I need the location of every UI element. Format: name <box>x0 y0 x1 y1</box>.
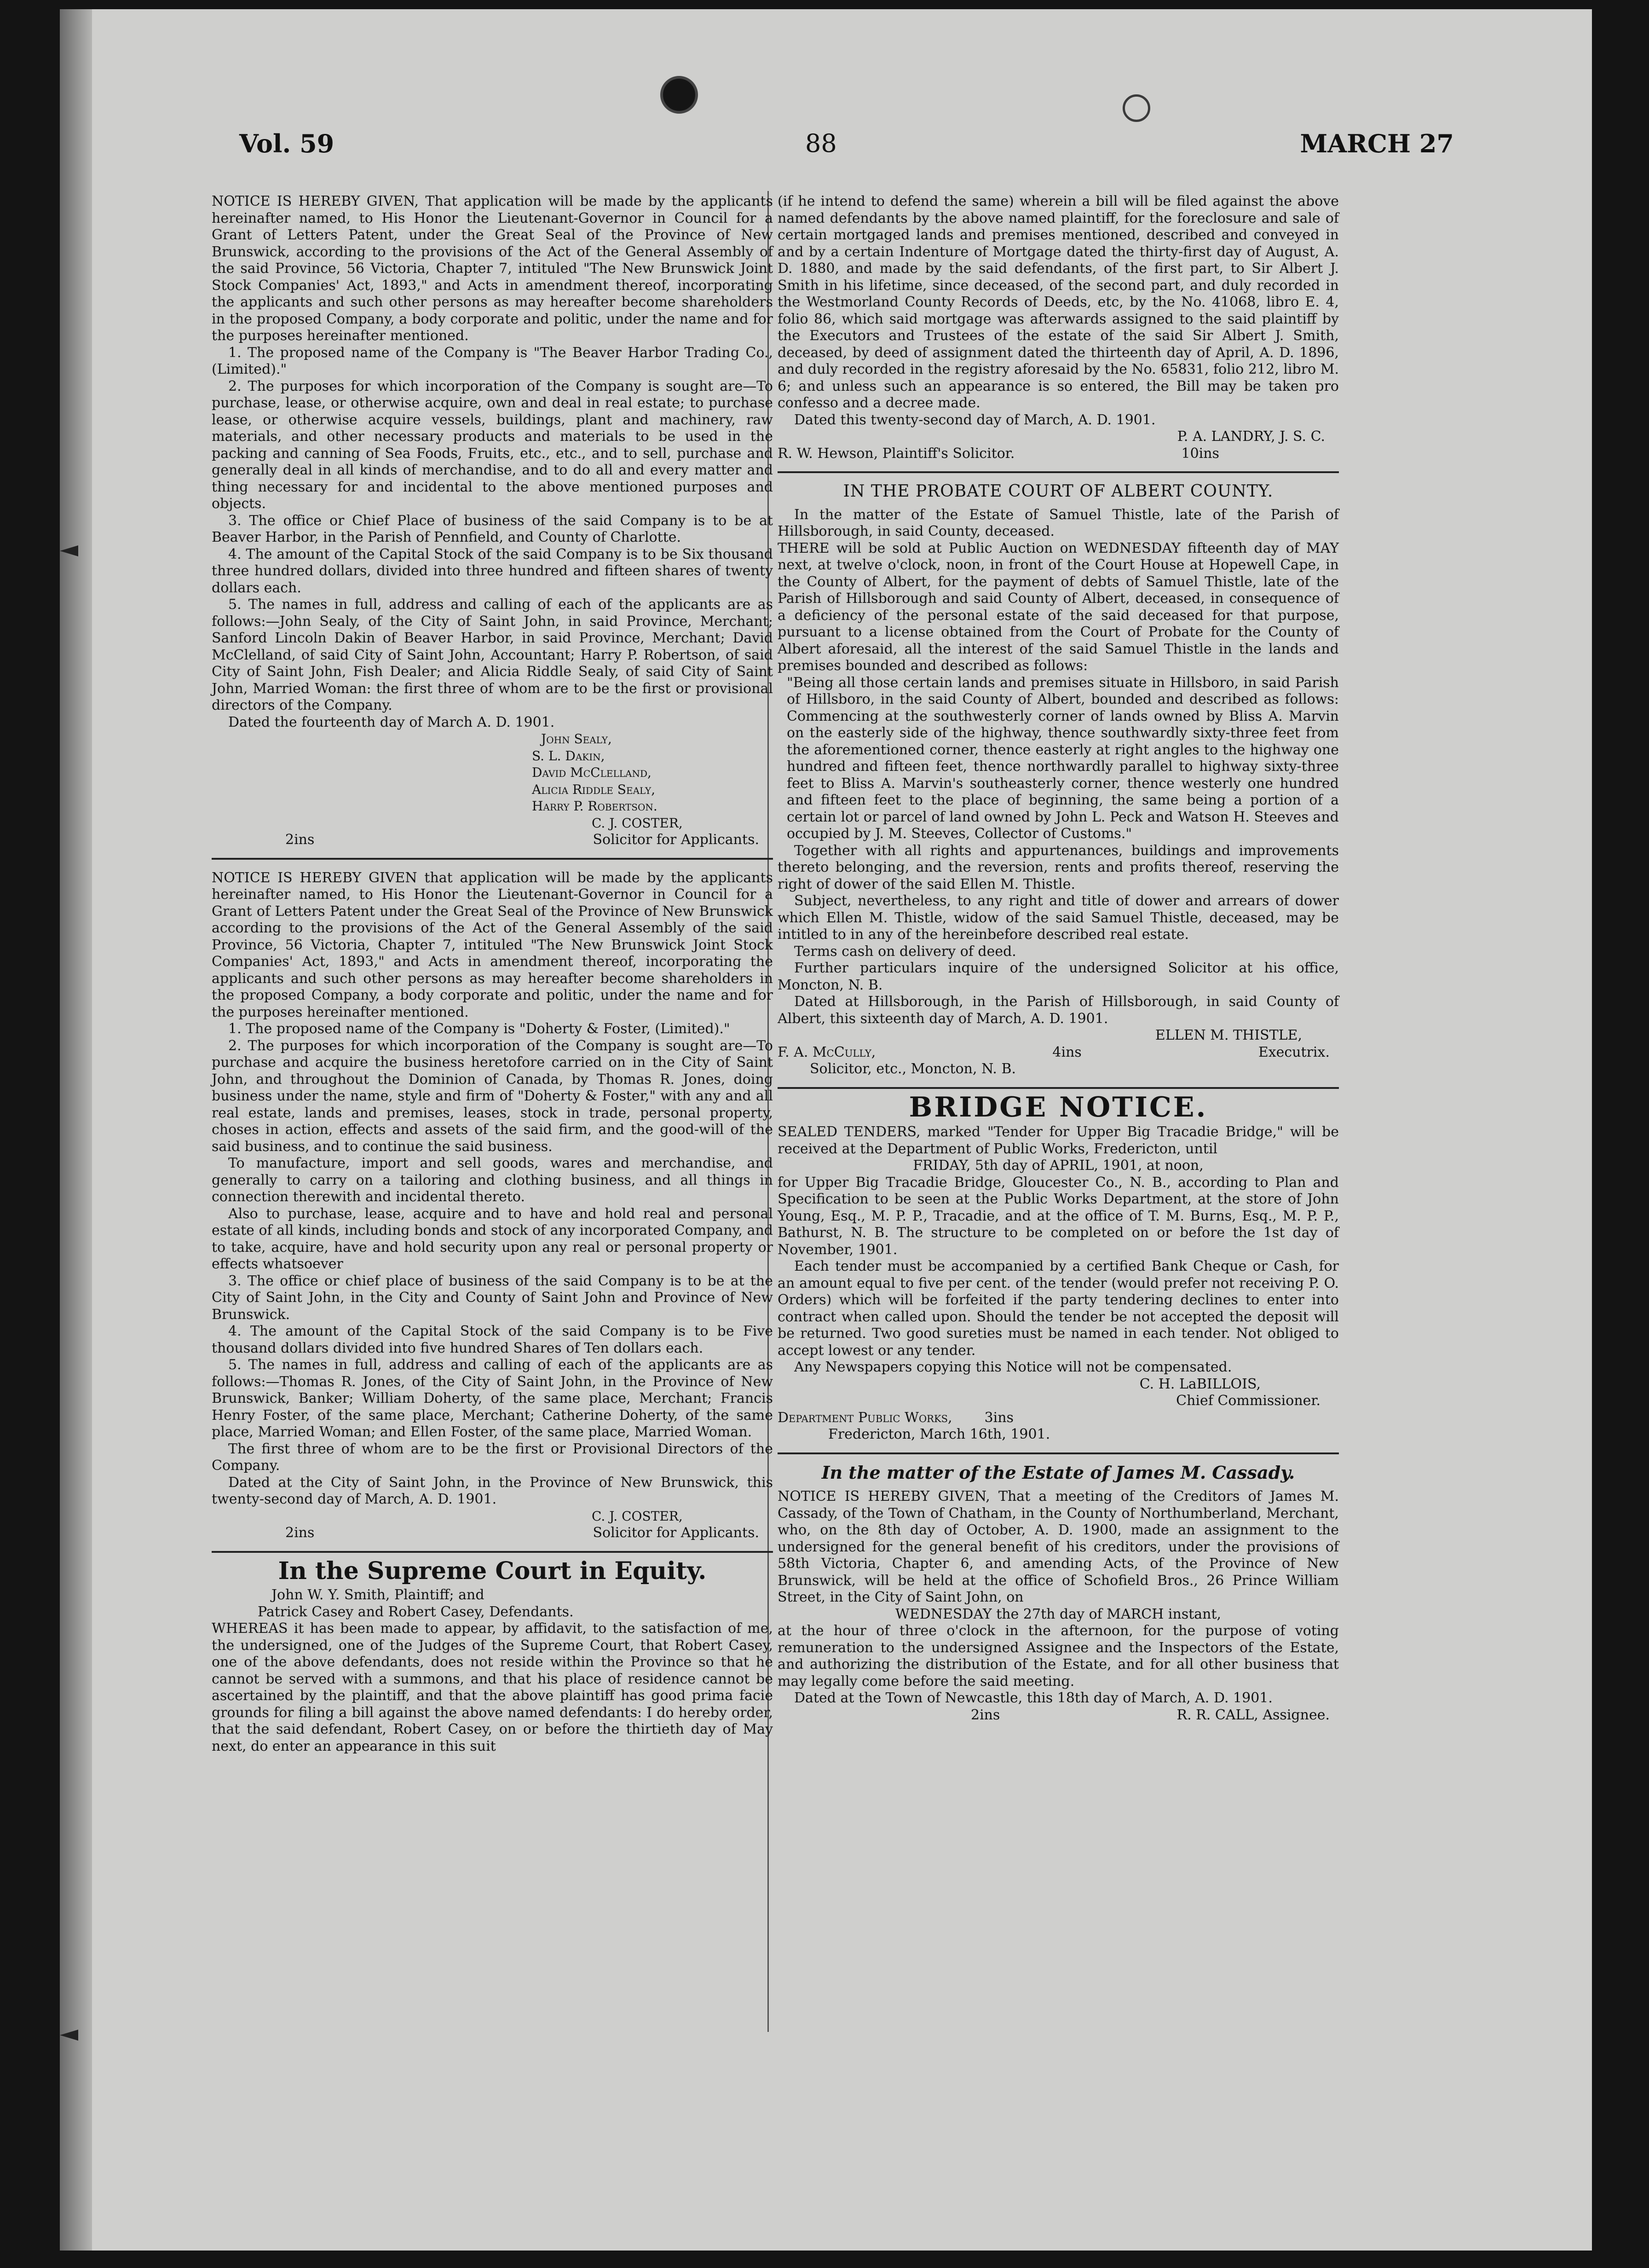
notice-paragraph: 2. The purposes for which incorporation of the Company is sought are—To purchase, lease, or otherwise acquire, own and deal in real estate; to purchase lease, or otherwise acquire vessels, buildings, plant and machinery, raw materials, and other necessary products and materials to be used in the packing and canning of Sea Foods, Fruits, etc., etc., and to sell, purchase and generally deal in all kinds of merchandise, and to do all and every matter and thing necessary for and incidental to the above mentioned purposes and objects. <box>212 378 773 512</box>
notice-paragraph: 4. The amount of the Capital Stock of the said Company is to be Five thousand dollars divided into five hundred Shares of Ten dollars each. <box>212 1323 773 1356</box>
signature-line: S. L. Dakin, <box>532 748 605 764</box>
signature-line: Alicia Riddle Sealy, <box>532 781 656 797</box>
signature-row <box>212 1525 773 1542</box>
section-heading: BRIDGE NOTICE. <box>909 1091 1208 1123</box>
section-rule <box>778 1452 1339 1454</box>
section-rule <box>212 858 773 860</box>
notice-paragraph: Terms cash on delivery of deed. <box>794 943 1016 960</box>
insertion-count: 2ins <box>971 1707 1000 1723</box>
issue-date: MARCH 27 <box>1300 129 1454 158</box>
notice-paragraph: The first three of whom are to be the first or Provisional Directors of the Company. <box>212 1441 773 1474</box>
section-heading: In the Supreme Court in Equity. <box>278 1556 707 1585</box>
notice-paragraph: NOTICE IS HEREBY GIVEN, That a meeting of the Creditors of James M. Cassady, of the Town of Chatham, in the County of Northumberland, Merchant, who, on the 8th day of October, A. D. 1900, made an assignment to the undersigned for the general benefit of his creditors, under the provisions of 58th Victoria, Chapter 6, and amending Acts, of the Province of New Brunswick, will be held at the office of Schofield Bros., 26 Prince William Street, in the City of Saint John, on <box>778 1488 1339 1605</box>
insertion-count: 3ins <box>984 1409 1014 1426</box>
beaver-harbor-notice <box>212 193 773 849</box>
notice-paragraph: THERE will be sold at Public Auction on WEDNESDAY fifteenth day of MAY next, at twelve o'clock, noon, in front of the Court House at Hopewell Cape, in the County of Albert, for the payment of debts of Samuel Thistle, late of the Parish of Hillsborough and said County of Albert, deceased, in consequence of a deficiency of the personal estate of the said deceased for that purpose, pursuant to a license obtained from the Court of Probate for the County of Albert aforesaid, all the interest of the said Samuel Thistle in the lands and premises bounded and described as follows: <box>778 540 1339 674</box>
signature-row <box>778 446 1339 463</box>
notice-paragraph: Any Newspapers copying this Notice will not be compensated. <box>794 1359 1232 1375</box>
page-header <box>239 129 1454 170</box>
notice-paragraph: Together with all rights and appurtenances, buildings and improvements thereto belonging, and the reversion, rents and profits thereof, reserving the right of dower of the said Ellen M. Thistle. <box>778 842 1339 892</box>
supreme-court-equity-notice <box>212 1556 773 1755</box>
tender-deadline: FRIDAY, 5th day of APRIL, 1901, at noon, <box>913 1157 1204 1174</box>
doherty-foster-notice <box>212 870 773 1542</box>
parties-line: Patrick Casey and Robert Casey, Defendants. <box>258 1603 574 1620</box>
notice-paragraph: at the hour of three o'clock in the afternoon, for the purpose of voting remuneration to the undersigned Assignee and the Inspectors of the Estate, and authorizing the distribution of the Estate, and for all other business that may legally come before the said meeting. <box>778 1623 1339 1689</box>
notice-paragraph: Each tender must be accompanied by a certified Bank Cheque or Cash, for an amount equal to five per cent. of the tender (would prefer not receiving P. O. Orders) which will be forfeited if the party tendering declines to enter into contract when called upon. Should the tender be not accepted the deposit will be returned. Two good sureties must be named in each tender. Not obliged to accept lowest or any tender. <box>778 1258 1339 1359</box>
signature-line: David McClelland, <box>532 765 652 780</box>
signature-row <box>778 1707 1339 1724</box>
notice-paragraph: WHEREAS it has been made to appear, by affidavit, to the satisfaction of me, the undersigned, one of the Judges of the Supreme Court, that Robert Casey, one of the above defendants, does not reside within the Province so that he cannot be served with a summons, and that his place of residence cannot be ascertained by the plaintiff, and that the above plaintiff has good prima facie grounds for filing a bill against the above named defendants: I do hereby order, that the said defendant, Robert Casey, on or before the thirtieth day of May next, do enter an appearance in this suit <box>212 1620 773 1754</box>
insertion-count: 4ins <box>1052 1044 1082 1060</box>
signature-line: Fredericton, March 16th, 1901. <box>828 1426 1050 1442</box>
signature-line: R. R. CALL, Assignee. <box>1176 1707 1330 1723</box>
section-heading: In the matter of the Estate of James M. Cassady. <box>821 1462 1295 1483</box>
probate-court-notice <box>778 483 1339 1078</box>
notice-paragraph: (if he intend to defend the same) wherein a bill will be filed against the above named defendants by the above named plaintiff, for the foreclosure and sale of certain mortgaged lands and premises mentioned, described and conveyed in and by a certain Indenture of Mortgage dated the thirty-first day of August, A. D. 1880, and made by the said defendants, of the first part, to Sir Albert J. Smith in his lifetime, since deceased, of the second part, and duly recorded in the Westmorland County Records of Deeds, etc, by the No. 41068, libro E. 4, folio 86, which said mortgage was afterwards assigned to the said plaintiff by the Executors and Trustees of the estate of the said Sir Albert J. Smith, deceased, by deed of assignment dated the thirteenth day of April, A. D. 1896, and duly recorded in the registry aforesaid by the No. 65831, folio 212, libro M. 6; and unless such an appearance is so entered, the Bill may be taken pro confesso and a decree made. <box>778 193 1339 411</box>
notice-paragraph: 5. The names in full, address and calling of each of the applicants are as follows:—Thomas R. Jones, of the City of Saint John, in the Province of New Brunswick, Banker; William Doherty, of the same place, Merchant; Francis Henry Foster, of the same place, Merchant; Catherine Doherty, of the same place, Married Woman; and Ellen Foster, of the same place, Married Woman. <box>212 1357 773 1440</box>
signature-line: C. J. COSTER, <box>592 1508 683 1524</box>
insertion-count: 2ins <box>285 1525 315 1541</box>
bridge-notice <box>778 1091 1339 1443</box>
notice-paragraph: SEALED TENDERS, marked "Tender for Upper Big Tracadie Bridge," will be received at the Department of Public Works, Fredericton, until <box>778 1124 1339 1157</box>
signature-row <box>778 1410 1339 1427</box>
signature-line: ELLEN M. THISTLE, <box>1155 1027 1302 1043</box>
notice-paragraph: NOTICE IS HEREBY GIVEN, That application will be made by the applicants hereinafter named, to His Honor the Lieutenant-Governor in Council for a Grant of Letters Patent, under the Great Seal of the Province of New Brunswick, according to the provisions of the Act of the General Assembly of the said Province, 56 Victoria, Chapter 7, intituled "The New Brunswick Joint Stock Companies' Act, 1893," and Acts in amendment thereof, incorporating the applicants and such other persons as may hereafter become shareholders in the proposed Company, a body corporate and politic, under the name and for the purposes hereinafter mentioned. <box>212 193 773 344</box>
signature-line: Harry P. Robertson. <box>532 798 657 814</box>
signature-row <box>778 1044 1339 1061</box>
signature-line: C. H. LaBILLOIS, <box>1139 1376 1261 1392</box>
notice-paragraph: 1. The proposed name of the Company is "Doherty & Foster, (Limited)." <box>228 1021 730 1037</box>
signature-line: Solicitor for Applicants. <box>593 1525 759 1541</box>
notice-date: Dated at the Town of Newcastle, this 18th day of March, A. D. 1901. <box>794 1690 1273 1706</box>
quoted-description: "Being all those certain lands and premises situate in Hillsboro, in said Parish of Hillsboro, in the said County of Albert, bounded and described as follows: Commencing at the southwesterly corner of lands owned by Bliss A. Marvin on the easterly side of the highway, thence southwardly sixty-three feet from the aforementioned corner, thence easterly at right angles to the highway one hundred and fifteen feet, thence northwardly parallel to highway sixty-three feet to Bliss A. Marvin's southeasterly corner, thence westerly one hundred and fifteen feet to the place of beginning, the same being a portion of a certain lot or parcel of land owned by John L. Peck and Watson H. Steeves and occupied by J. M. Steeves, Collector of Customs." <box>787 674 1339 842</box>
notice-paragraph: Also to purchase, lease, acquire and to have and hold real and personal estate of all kinds, including bonds and stock of any incorporated Company, and to take, acquire, have and hold security upon any real or personal property or effects whatsoever <box>212 1205 773 1272</box>
notice-intro: In the matter of the Estate of Samuel Thistle, late of the Parish of Hillsborough, in said County, deceased. <box>778 506 1339 539</box>
notice-date: Dated the fourteenth day of March A. D. 1901. <box>228 714 555 730</box>
volume-label: Vol. 59 <box>239 129 334 158</box>
notice-date: Dated at Hillsborough, in the Parish of Hillsborough, in said County of Albert, this sixteenth day of March, A. D. 1901. <box>778 994 1339 1027</box>
binding-spine <box>60 9 92 2251</box>
notice-paragraph: Subject, nevertheless, to any right and title of dower and arrears of dower which Ellen M. Thistle, widow of the said Samuel Thistle, deceased, may be intitled to in any of the hereinbefore described real estate. <box>778 893 1339 943</box>
signature-line: Executrix. <box>1258 1044 1330 1060</box>
notice-paragraph: 3. The office or Chief Place of business of the said Company is to be at Beaver Harbor, in the Parish of Pennfield, and County of Charlotte. <box>212 512 773 545</box>
notice-paragraph: 1. The proposed name of the Company is "The Beaver Harbor Trading Co., (Limited)." <box>212 344 773 377</box>
insertion-count: 10ins <box>1181 445 1219 462</box>
notice-paragraph: 3. The office or chief place of business of the said Company is to be at the City of Saint John, in the City and County of Saint John and Province of New Brunswick. <box>212 1273 773 1323</box>
right-column <box>778 193 1339 1733</box>
section-rule <box>778 471 1339 473</box>
signature-line: Solicitor for Applicants. <box>593 832 759 848</box>
notice-paragraph: NOTICE IS HEREBY GIVEN that application will be made by the applicants hereinafter named, to His Honor the Lieutenant-Governor in Council for a Grant of Letters Patent under the Great Seal of the Province of New Brunswick according to the provisions of the Act of the General Assembly of the said Province, 56 Victoria, Chapter 7, intituled "The New Brunswick Joint Stock Companies' Act, 1893," and Acts in amendment thereof, incorporating the applicants and such other persons as may hereafter become shareholders in the proposed Company, a body corporate and politic, under the name and for the purposes hereinafter mentioned. <box>212 869 773 1020</box>
insertion-count: 2ins <box>285 832 315 848</box>
punch-hole <box>660 76 698 114</box>
notice-paragraph: Further particulars inquire of the undersigned Solicitor at his office, Moncton, N. B. <box>778 960 1339 993</box>
section-heading: IN THE PROBATE COURT OF ALBERT COUNTY. <box>843 482 1274 501</box>
signature-line: Department Public Works, <box>778 1409 952 1426</box>
supreme-court-equity-continued <box>778 193 1339 462</box>
notice-paragraph: for Upper Big Tracadie Bridge, Gloucester Co., N. B., according to Plan and Specification to be seen at the Public Works Department, at the store of John Young, Esq., M. P. P., Tracadie, and at the office of T. M. Burns, Esq., M. P. P., Bathurst, N. B. The structure to be completed on or before the 1st day of November, 1901. <box>778 1174 1339 1258</box>
signature-line: R. W. Hewson, Plaintiff's Solicitor. <box>778 445 1015 462</box>
notice-paragraph: To manufacture, import and sell goods, wares and merchandise, and generally to carry on a tailoring and clothing business, and all things in connection therewith and incidental thereto. <box>212 1155 773 1205</box>
signature-line: C. J. COSTER, <box>592 815 683 831</box>
notice-paragraph: 5. The names in full, address and calling of each of the applicants are as follows:—John Sealy, of the City of Saint John, in said Province, Merchant; Sanford Lincoln Dakin of Beaver Harbor, in said Province, Merchant; David McClelland, of said City of Saint John, Accountant; Harry P. Robertson, of said City of Saint John, Fish Dealer; and Alicia Riddle Sealy, of said City of Saint John, Married Woman: the first three of whom are to be the first or provisional directors of the Company. <box>212 596 773 713</box>
signature-row <box>212 832 773 849</box>
notice-date: Dated this twenty-second day of March, A. D. 1901. <box>794 411 1156 428</box>
land-description-quote <box>778 675 1339 843</box>
left-column <box>212 193 773 1764</box>
page-number: 88 <box>805 129 837 158</box>
punch-hole-ring <box>1123 94 1150 122</box>
parties-line: John W. Y. Smith, Plaintiff; and <box>271 1587 484 1603</box>
notice-date: Dated at the City of Saint John, in the Province of New Brunswick, this twenty-second day of March, A. D. 1901. <box>212 1474 773 1507</box>
section-rule <box>212 1551 773 1553</box>
meeting-date: WEDNESDAY the 27th day of MARCH instant, <box>895 1606 1222 1622</box>
signature-line: John Sealy, <box>541 731 612 746</box>
cassady-estate-notice <box>778 1464 1339 1724</box>
signature-line: Solicitor, etc., Moncton, N. B. <box>810 1061 1016 1077</box>
section-rule <box>778 1087 1339 1089</box>
signature-line: F. A. McCully, <box>778 1044 876 1060</box>
notice-paragraph: 4. The amount of the Capital Stock of the said Company is to be Six thousand three hundred dollars, divided into three hundred and fifteen shares of twenty dollars each. <box>212 546 773 596</box>
signature-line: P. A. LANDRY, J. S. C. <box>1177 428 1325 445</box>
newspaper-page <box>60 9 1592 2251</box>
notice-paragraph: 2. The purposes for which incorporation of the Company is sought are—To purchase and acquire the business heretofore carried on in the City of Saint John, and throughout the Dominion of Canada, by Thomas R. Jones, doing business under the name, style and firm of "Doherty & Foster," with any and all real estate, lands and premises, leases, stock in trade, personal property, choses in action, effects and assets of the said firm, and the good-will of the said business, and to continue the said business. <box>212 1037 773 1155</box>
signature-line: Chief Commissioner. <box>1176 1393 1320 1409</box>
